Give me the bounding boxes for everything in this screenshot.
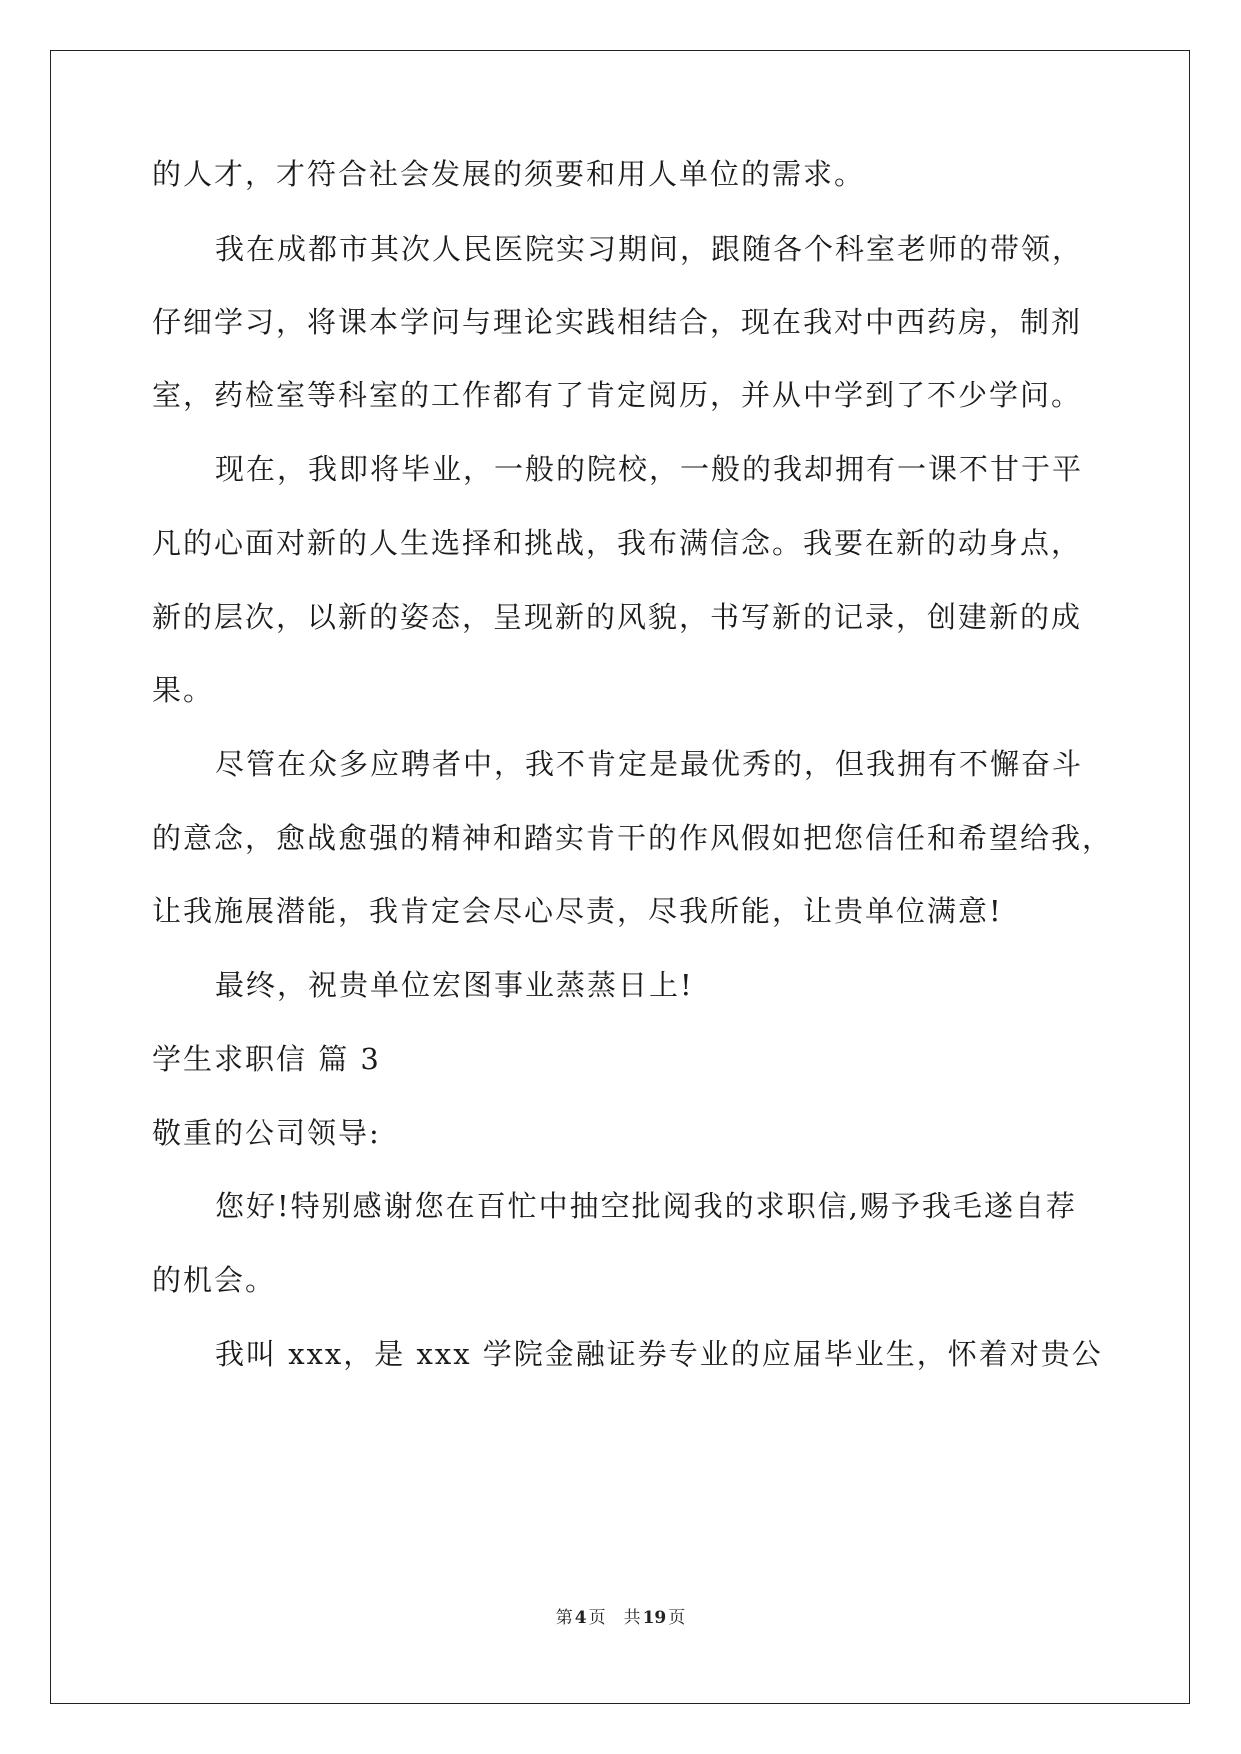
paragraph-line: 尽管在众多应聘者中，我不肯定是最优秀的，但我拥有不懈奋斗 [215, 747, 1084, 781]
footer-total-unit: 页 [668, 1608, 686, 1628]
paragraph-line: 新的层次，以新的姿态，呈现新的风貌，书写新的记录，创建新的成 [152, 600, 1083, 634]
paragraph-line: 您好!特别感谢您在百忙中抽空批阅我的求职信,赐予我毛遂自荐 [215, 1189, 1077, 1223]
section-heading: 学生求职信 篇 3 [152, 1042, 381, 1076]
current-page-number: 4 [574, 1608, 587, 1628]
page-border [50, 50, 1190, 1704]
footer-total-prefix: 共 [623, 1608, 641, 1628]
paragraph-line: 凡的心面对新的人生选择和挑战，我布满信念。我要在新的动身点， [152, 526, 1083, 560]
paragraph-line: 室，药检室等科室的工作都有了肯定阅历，并从中学到了不少学问。 [152, 378, 1083, 412]
paragraph-line: 的意念，愈战愈强的精神和踏实肯干的作风假如把您信任和希望给我， [152, 821, 1114, 855]
footer-prefix: 第 [555, 1608, 573, 1628]
paragraph-line: 仔细学习，将课本学问与理论实践相结合，现在我对中西药房，制剂 [152, 305, 1083, 339]
paragraph-line: 现在，我即将毕业，一般的院校，一般的我却拥有一课不甘于平 [215, 452, 1084, 486]
paragraph-line: 我在成都市其次人民医院实习期间，跟随各个科室老师的带领， [215, 232, 1084, 266]
page-footer [0, 1608, 1241, 1628]
total-pages-number: 19 [642, 1608, 667, 1628]
paragraph-line: 的人才，才符合社会发展的须要和用人单位的需求。 [152, 157, 866, 191]
paragraph-line: 最终，祝贵单位宏图事业蒸蒸日上! [215, 968, 694, 1002]
salutation: 敬重的公司领导: [152, 1116, 381, 1150]
footer-page-unit: 页 [588, 1608, 606, 1628]
paragraph-line: 让我施展潜能，我肯定会尽心尽责，尽我所能，让贵单位满意! [152, 894, 1003, 928]
paragraph-line: 我叫 xxx，是 xxx 学院金融证券专业的应届毕业生，怀着对贵公 [215, 1337, 1103, 1371]
paragraph-line: 的机会。 [152, 1263, 277, 1297]
paragraph-line: 果。 [152, 673, 215, 707]
